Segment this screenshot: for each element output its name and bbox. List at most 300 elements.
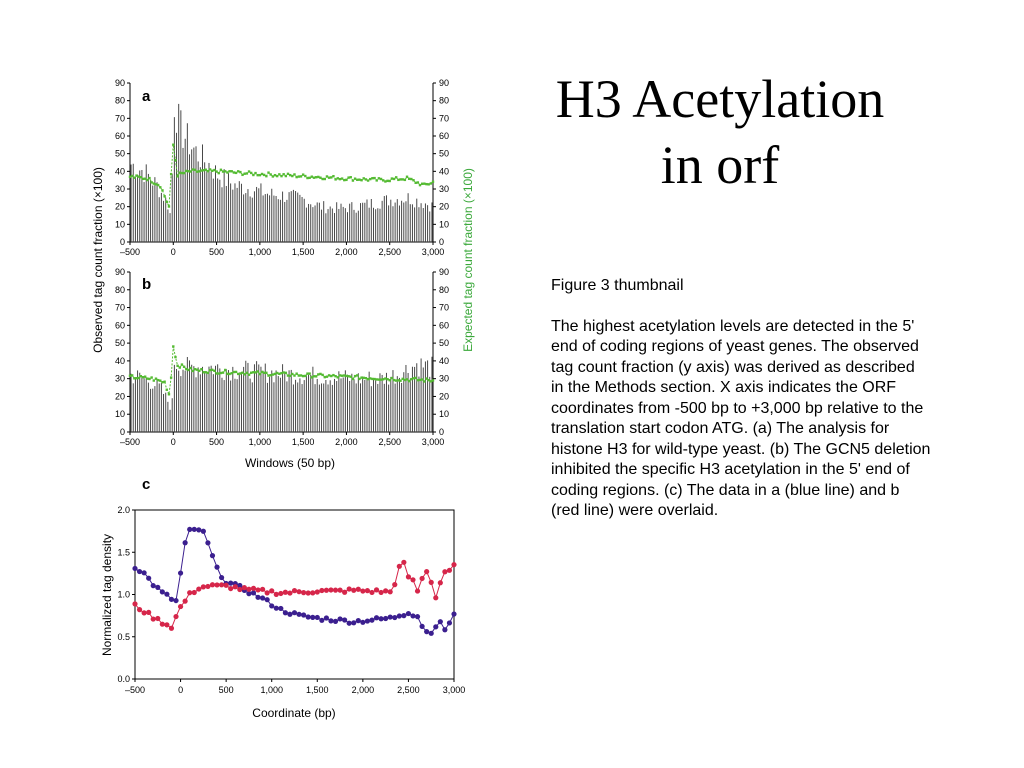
expected-point xyxy=(354,375,356,377)
observed-bar xyxy=(284,202,285,242)
observed-bar xyxy=(354,379,355,432)
series-point-0 xyxy=(283,610,288,615)
observed-bar xyxy=(250,196,251,242)
expected-point xyxy=(369,377,371,379)
observed-bar xyxy=(334,213,335,242)
expected-point xyxy=(267,171,269,173)
observed-bar xyxy=(401,383,402,432)
observed-bar xyxy=(154,177,155,242)
expected-point xyxy=(371,177,373,179)
observed-bar xyxy=(165,393,166,432)
observed-bar xyxy=(167,402,168,432)
expected-point xyxy=(339,178,341,180)
expected-point xyxy=(291,373,293,375)
observed-bar xyxy=(356,213,357,242)
observed-bar xyxy=(137,175,138,242)
series-point-0 xyxy=(433,624,438,629)
observed-bar xyxy=(202,144,203,242)
expected-point xyxy=(263,372,265,374)
expected-point xyxy=(345,179,347,181)
expected-point xyxy=(166,201,168,203)
y-tick-label-left: 20 xyxy=(114,201,125,212)
series-point-0 xyxy=(296,612,301,617)
expected-point xyxy=(129,176,131,178)
expected-point xyxy=(328,176,330,178)
expected-point xyxy=(161,189,163,191)
observed-bar xyxy=(302,384,303,432)
expected-point xyxy=(187,369,189,371)
expected-point xyxy=(302,375,304,377)
caption-heading: Figure 3 thumbnail xyxy=(551,277,684,294)
series-point-1 xyxy=(251,586,256,591)
expected-point xyxy=(146,179,148,181)
observed-bar xyxy=(304,380,305,432)
observed-bar xyxy=(230,183,231,242)
series-point-1 xyxy=(201,584,206,589)
expected-point xyxy=(412,377,414,379)
y-tick-label-left: 70 xyxy=(114,302,125,313)
expected-point xyxy=(265,175,267,177)
expected-point xyxy=(308,177,310,179)
observed-bar xyxy=(189,360,190,432)
y-tick-label-left: 50 xyxy=(114,148,125,159)
expected-point xyxy=(131,175,133,177)
expected-point xyxy=(202,371,204,373)
series-point-0 xyxy=(351,620,356,625)
expected-point xyxy=(404,179,406,181)
observed-bar xyxy=(198,161,199,242)
observed-bar xyxy=(410,204,411,242)
expected-point xyxy=(137,175,139,177)
expected-point xyxy=(150,181,152,183)
expected-point xyxy=(189,367,191,369)
observed-bar xyxy=(230,381,231,432)
expected-point xyxy=(293,374,295,376)
observed-bar xyxy=(265,194,266,242)
panel-a-chart xyxy=(115,78,449,257)
expected-point xyxy=(295,372,297,374)
expected-point xyxy=(414,182,416,184)
series-point-1 xyxy=(260,587,265,592)
expected-point xyxy=(308,372,310,374)
series-point-1 xyxy=(388,589,393,594)
observed-bar xyxy=(369,372,370,432)
series-point-1 xyxy=(160,622,165,627)
observed-bar xyxy=(405,201,406,242)
series-line-0 xyxy=(135,529,454,633)
series-point-0 xyxy=(451,611,456,616)
observed-bar xyxy=(319,203,320,242)
observed-bar xyxy=(330,206,331,242)
observed-bar xyxy=(379,209,380,242)
observed-bar xyxy=(219,368,220,432)
observed-bar xyxy=(213,179,214,242)
expected-point xyxy=(386,378,388,380)
expected-point xyxy=(427,183,429,185)
expected-point xyxy=(367,179,369,181)
observed-bar xyxy=(414,367,415,432)
expected-point xyxy=(252,371,254,373)
observed-bar xyxy=(390,377,391,432)
expected-point xyxy=(313,177,315,179)
expected-point xyxy=(419,184,421,186)
series-point-1 xyxy=(192,590,197,595)
expected-point xyxy=(343,374,345,376)
series-point-1 xyxy=(401,560,406,565)
observed-bar xyxy=(371,199,372,242)
series-point-0 xyxy=(447,620,452,625)
y-tick-label-right: 90 xyxy=(439,267,450,277)
expected-point xyxy=(256,370,258,372)
series-point-1 xyxy=(228,586,233,591)
expected-point xyxy=(317,176,319,178)
y-tick-label-right: 90 xyxy=(439,78,450,88)
observed-bar xyxy=(234,183,235,242)
observed-bar xyxy=(317,202,318,242)
expected-point xyxy=(153,379,155,381)
series-point-1 xyxy=(383,588,388,593)
expected-point xyxy=(328,374,330,376)
expected-point xyxy=(319,373,321,375)
expected-point xyxy=(155,183,157,185)
expected-point xyxy=(278,173,280,175)
expected-point xyxy=(399,379,401,381)
expected-point xyxy=(393,379,395,381)
series-point-1 xyxy=(365,588,370,593)
observed-bar xyxy=(345,208,346,242)
observed-bar xyxy=(293,384,294,432)
x-tick-label: –500 xyxy=(119,437,141,447)
y-tick-label-right: 30 xyxy=(439,184,450,194)
observed-bar xyxy=(369,208,370,242)
observed-bar xyxy=(297,382,298,432)
expected-point xyxy=(285,175,287,177)
series-point-1 xyxy=(151,616,156,621)
expected-point xyxy=(133,377,135,379)
observed-bar xyxy=(392,206,393,242)
observed-bar xyxy=(159,383,160,432)
expected-point xyxy=(179,172,181,174)
expected-point xyxy=(239,372,241,374)
expected-point xyxy=(306,177,308,179)
y-tick-label: 2.0 xyxy=(117,505,130,515)
observed-bar xyxy=(323,201,324,242)
series-point-1 xyxy=(274,592,279,597)
series-point-0 xyxy=(347,621,352,626)
observed-bar xyxy=(198,367,199,432)
expected-point xyxy=(354,177,356,179)
observed-bar xyxy=(403,203,404,242)
expected-point xyxy=(332,175,334,177)
observed-bar xyxy=(276,196,277,242)
observed-bar xyxy=(263,195,264,242)
observed-bar xyxy=(395,384,396,432)
expected-point xyxy=(213,169,215,171)
observed-bar xyxy=(423,208,424,242)
expected-point xyxy=(287,173,289,175)
series-point-1 xyxy=(356,587,361,592)
observed-bar xyxy=(341,378,342,432)
series-point-1 xyxy=(224,583,229,588)
slide-title-line2: in orf xyxy=(660,135,780,195)
observed-bar xyxy=(395,203,396,242)
observed-bar xyxy=(418,377,419,432)
observed-bar xyxy=(349,204,350,242)
observed-bar xyxy=(243,194,244,242)
expected-point xyxy=(347,176,349,178)
observed-bar xyxy=(234,379,235,432)
expected-point xyxy=(233,371,235,373)
observed-bar xyxy=(273,382,274,432)
observed-bar xyxy=(291,370,292,432)
observed-bar xyxy=(191,149,192,242)
right-y-axis-label: Expected tag count fraction (×100) xyxy=(461,168,475,352)
observed-bar xyxy=(252,382,253,432)
observed-bar xyxy=(291,191,292,242)
expected-point xyxy=(350,375,352,377)
series-point-0 xyxy=(219,575,224,580)
x-tick-label: 1,000 xyxy=(248,437,272,447)
observed-bar xyxy=(425,361,426,432)
expected-point xyxy=(269,173,271,175)
series-point-0 xyxy=(337,616,342,621)
expected-point xyxy=(148,378,150,380)
observed-bar xyxy=(174,365,175,432)
expected-point xyxy=(408,380,410,382)
observed-bar xyxy=(332,385,333,432)
observed-bar xyxy=(332,208,333,242)
expected-point xyxy=(252,174,254,176)
observed-bar xyxy=(373,379,374,432)
observed-bar xyxy=(172,398,173,432)
expected-point xyxy=(157,184,159,186)
series-point-1 xyxy=(433,595,438,600)
observed-bar xyxy=(204,162,205,242)
series-point-0 xyxy=(183,540,188,545)
expected-point xyxy=(239,171,241,173)
observed-bar xyxy=(163,394,164,432)
expected-point xyxy=(404,379,406,381)
observed-bar xyxy=(146,164,147,242)
expected-point xyxy=(369,178,371,180)
series-point-0 xyxy=(369,618,374,623)
series-point-0 xyxy=(187,527,192,532)
observed-bar xyxy=(224,169,225,242)
observed-bar xyxy=(397,376,398,432)
expected-point xyxy=(382,378,384,380)
expected-point xyxy=(207,372,209,374)
series-point-0 xyxy=(260,595,265,600)
expected-point xyxy=(291,175,293,177)
y-tick-label: 1.5 xyxy=(117,547,130,558)
expected-point xyxy=(382,179,384,181)
expected-point xyxy=(278,373,280,375)
x-tick-label: 1,000 xyxy=(260,685,283,695)
series-point-0 xyxy=(442,627,447,632)
observed-bar xyxy=(172,174,173,242)
expected-point xyxy=(321,178,323,180)
y-tick-label-right: 10 xyxy=(439,409,450,420)
series-point-1 xyxy=(351,588,356,593)
expected-point xyxy=(272,175,274,177)
observed-bar xyxy=(185,139,186,242)
y-tick-label-left: 40 xyxy=(114,166,125,177)
expected-point xyxy=(389,180,391,182)
series-point-1 xyxy=(410,577,415,582)
y-tick-label-left: 60 xyxy=(114,131,125,141)
panel-c-y-axis-label: Normalized tag density xyxy=(100,533,114,657)
expected-point xyxy=(205,169,207,171)
expected-point xyxy=(211,369,213,371)
observed-bar xyxy=(135,378,136,432)
expected-point xyxy=(181,172,183,174)
expected-point xyxy=(315,176,317,178)
expected-point xyxy=(211,170,213,172)
series-point-1 xyxy=(164,622,169,627)
panel-c-letter: c xyxy=(142,476,151,493)
series-point-0 xyxy=(292,610,297,615)
expected-point xyxy=(231,170,233,172)
observed-bar xyxy=(321,383,322,432)
observed-bar xyxy=(152,389,153,432)
expected-point xyxy=(170,376,172,378)
observed-bar xyxy=(226,186,227,242)
series-point-1 xyxy=(342,590,347,595)
expected-point xyxy=(356,179,358,181)
observed-bar xyxy=(347,212,348,242)
observed-bar xyxy=(221,187,222,242)
expected-point xyxy=(226,171,228,173)
observed-bar xyxy=(399,378,400,432)
series-point-0 xyxy=(205,540,210,545)
expected-point xyxy=(339,374,341,376)
observed-bar xyxy=(141,378,142,432)
observed-bar xyxy=(193,366,194,432)
expected-point xyxy=(395,379,397,381)
expected-point xyxy=(406,378,408,380)
y-tick-label-right: 20 xyxy=(439,391,450,402)
series-point-1 xyxy=(374,587,379,592)
expected-point xyxy=(198,370,200,372)
expected-point xyxy=(246,372,248,374)
expected-point xyxy=(276,175,278,177)
observed-bar xyxy=(150,180,151,242)
panel-c-x-axis-label: Coordinate (bp) xyxy=(252,706,336,720)
series-point-1 xyxy=(451,562,456,567)
observed-bar xyxy=(345,370,346,432)
y-tick-label-left: 0 xyxy=(119,427,125,437)
expected-point xyxy=(358,178,360,180)
observed-bar xyxy=(176,369,177,432)
observed-bar xyxy=(382,201,383,242)
series-point-0 xyxy=(315,615,320,620)
expected-point xyxy=(161,381,163,383)
expected-point xyxy=(250,372,252,374)
observed-bar xyxy=(358,211,359,242)
observed-bar xyxy=(364,380,365,432)
expected-point xyxy=(317,373,319,375)
observed-bar xyxy=(273,196,274,242)
series-point-1 xyxy=(337,588,342,593)
expected-point xyxy=(187,170,189,172)
observed-bar xyxy=(237,188,238,242)
expected-point xyxy=(142,376,144,378)
panel-b-x-axis-label: Windows (50 bp) xyxy=(244,456,336,470)
series-point-1 xyxy=(210,582,215,587)
observed-bar xyxy=(221,378,222,432)
observed-bar xyxy=(245,361,246,432)
series-point-0 xyxy=(196,527,201,532)
observed-bar xyxy=(228,370,229,432)
expected-point xyxy=(337,177,339,179)
observed-bar xyxy=(364,203,365,242)
observed-bar xyxy=(247,189,248,242)
expected-point xyxy=(376,179,378,181)
series-point-0 xyxy=(142,570,147,575)
observed-bar xyxy=(377,208,378,242)
expected-point xyxy=(248,374,250,376)
y-tick-label-right: 0 xyxy=(439,427,445,437)
expected-point xyxy=(311,175,313,177)
expected-point xyxy=(397,179,399,181)
expected-point xyxy=(363,377,365,379)
observed-bar xyxy=(399,206,400,242)
series-point-0 xyxy=(169,597,174,602)
series-point-1 xyxy=(392,582,397,587)
expected-point xyxy=(196,170,198,172)
expected-point xyxy=(360,376,362,378)
observed-bar xyxy=(148,174,149,242)
observed-bar xyxy=(367,379,368,432)
y-tick-label-right: 10 xyxy=(439,219,450,230)
expected-point xyxy=(261,173,263,175)
expected-point xyxy=(215,372,217,374)
observed-bar xyxy=(202,367,203,432)
expected-point xyxy=(142,178,144,180)
expected-point xyxy=(254,371,256,373)
expected-point xyxy=(402,378,404,380)
y-tick-label-left: 30 xyxy=(114,373,125,384)
left-y-axis-label: Observed tag count fraction (×100) xyxy=(91,167,105,353)
observed-bar xyxy=(328,209,329,242)
observed-bar xyxy=(243,367,244,432)
expected-point xyxy=(135,377,137,379)
series-point-0 xyxy=(328,618,333,623)
expected-point xyxy=(337,376,339,378)
observed-bar xyxy=(133,383,134,432)
expected-point xyxy=(282,371,284,373)
y-tick-label-left: 50 xyxy=(114,338,125,349)
observed-bar xyxy=(278,376,279,432)
series-point-0 xyxy=(173,598,178,603)
x-tick-label: 2,500 xyxy=(397,685,420,695)
expected-point xyxy=(267,374,269,376)
y-tick-label-left: 60 xyxy=(114,320,125,331)
x-tick-label: 500 xyxy=(209,437,225,447)
expected-point xyxy=(172,144,174,146)
observed-bar xyxy=(429,211,430,242)
series-point-1 xyxy=(132,601,137,606)
observed-bar xyxy=(276,370,277,432)
observed-bar xyxy=(412,204,413,242)
expected-point xyxy=(183,172,185,174)
y-tick-label-right: 40 xyxy=(439,166,450,177)
series-point-1 xyxy=(397,564,402,569)
expected-point xyxy=(144,375,146,377)
expected-point xyxy=(326,375,328,377)
x-tick-label: 1,500 xyxy=(291,247,315,257)
series-point-1 xyxy=(360,588,365,593)
